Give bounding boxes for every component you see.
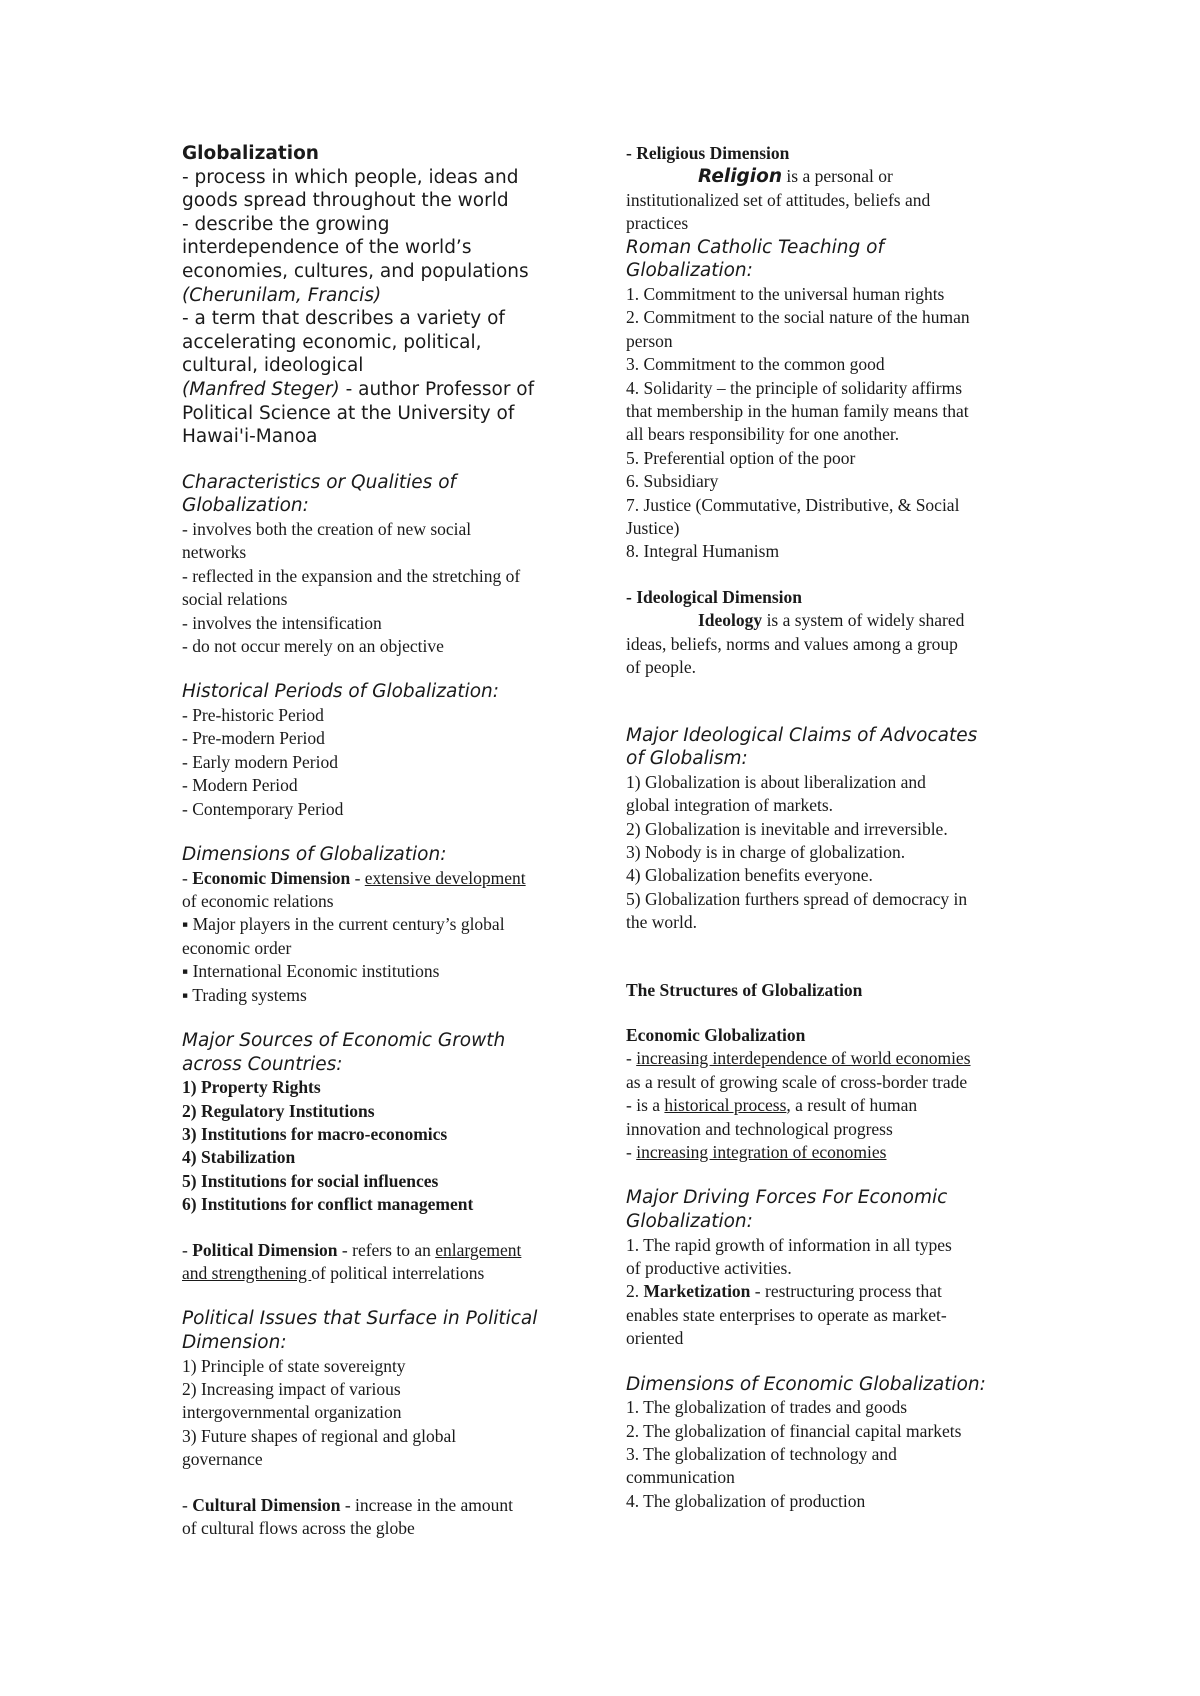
political-underline: and strengthening bbox=[182, 1263, 312, 1284]
ideology-definition bbox=[626, 609, 1028, 632]
ideology-line: of people. bbox=[626, 657, 696, 678]
econ-glob-line bbox=[626, 1141, 1028, 1164]
economic-bullet: ▪ Trading systems bbox=[182, 984, 307, 1005]
political-tail: of political interrelations bbox=[311, 1263, 485, 1284]
catholic-heading: Globalization: bbox=[626, 260, 753, 282]
driving-line bbox=[626, 1280, 1028, 1303]
issues-heading: Dimension: bbox=[182, 1332, 287, 1354]
economic-bullet: ▪ International Economic institutions bbox=[182, 961, 440, 982]
economic-globalization-heading: Economic Globalization bbox=[626, 1024, 806, 1045]
economic-dimension-line bbox=[182, 867, 582, 890]
citation-line: Hawai'i-Manoa bbox=[182, 426, 318, 448]
prefix: - bbox=[626, 1141, 637, 1162]
historical-period: - Pre-historic Period bbox=[182, 704, 324, 725]
economic-dimension-rest: of economic relations bbox=[182, 890, 334, 911]
econ-glob-underline: increasing interdependence of world economies bbox=[636, 1048, 971, 1069]
religion-definition bbox=[626, 165, 1028, 189]
catholic-line: Justice) bbox=[626, 518, 680, 539]
issue-line: 1) Principle of state sovereignty bbox=[182, 1355, 406, 1376]
characteristic-line: - involves the intensification bbox=[182, 612, 382, 633]
characteristic-line: networks bbox=[182, 542, 247, 563]
issues-heading: Political Issues that Surface in Political bbox=[182, 1308, 538, 1330]
catholic-line: 2. Commitment to the social nature of the human bbox=[626, 307, 970, 328]
econ-glob-line: as a result of growing scale of cross-border trade bbox=[626, 1071, 968, 1092]
claim-line: the world. bbox=[626, 912, 697, 933]
definition-line: - describe the growing bbox=[182, 213, 390, 235]
historical-period: - Pre-modern Period bbox=[182, 728, 325, 749]
religion-term: Religion bbox=[698, 166, 783, 188]
econ-dimension-item: communication bbox=[626, 1467, 735, 1488]
separator: - bbox=[350, 867, 365, 888]
cultural-dimension-label: Cultural Dimension bbox=[192, 1494, 341, 1515]
ideology-term: Ideology bbox=[698, 610, 763, 631]
citation-steger bbox=[182, 378, 582, 402]
catholic-line: 6. Subsidiary bbox=[626, 471, 719, 492]
definition-line: cultural, ideological bbox=[182, 355, 364, 377]
driving-line: of productive activities. bbox=[626, 1257, 792, 1278]
economic-bullet: ▪ Major players in the current century’s global bbox=[182, 914, 505, 935]
claim-line: 4) Globalization benefits everyone. bbox=[626, 865, 873, 886]
driving-forces-heading: Major Driving Forces For Economic bbox=[626, 1187, 948, 1209]
econ-glob-line: innovation and technological progress bbox=[626, 1118, 893, 1139]
citation-cherunilam: (Cherunilam, Francis) bbox=[182, 284, 382, 306]
political-dimension-label: Political Dimension bbox=[192, 1239, 338, 1260]
definition-line: economies, cultures, and populations bbox=[182, 260, 529, 282]
econ-dimension-item: 1. The globalization of trades and goods bbox=[626, 1397, 908, 1418]
catholic-line: 5. Preferential option of the poor bbox=[626, 447, 856, 468]
econ-glob-underline: increasing integration of economies bbox=[636, 1141, 887, 1162]
econ-glob-line bbox=[626, 1047, 1028, 1070]
claim-line: 3) Nobody is in charge of globalization. bbox=[626, 841, 906, 862]
economic-dimension-underline: extensive development bbox=[364, 867, 526, 888]
definition-line: goods spread throughout the world bbox=[182, 190, 509, 212]
definition-line: - process in which people, ideas and bbox=[182, 166, 519, 188]
source-item: 1) Property Rights bbox=[182, 1077, 321, 1098]
claims-heading: of Globalism: bbox=[626, 748, 748, 770]
religion-def-rest: is a personal or bbox=[782, 166, 893, 187]
source-item: 6) Institutions for conflict management bbox=[182, 1194, 474, 1215]
cultural-dimension-line2: of cultural flows across the globe bbox=[182, 1518, 415, 1539]
source-item: 4) Stabilization bbox=[182, 1147, 296, 1168]
characteristic-line: - involves both the creation of new social bbox=[182, 518, 472, 539]
historical-period: - Early modern Period bbox=[182, 751, 338, 772]
econ-dimension-item: 4. The globalization of production bbox=[626, 1490, 866, 1511]
claim-line: 1) Globalization is about liberalization and bbox=[626, 771, 926, 792]
sources-heading: across Countries: bbox=[182, 1053, 343, 1075]
religion-line: institutionalized set of attitudes, beliefs and bbox=[626, 190, 931, 210]
historical-heading: Historical Periods of Globalization: bbox=[182, 681, 499, 703]
historical-period: - Contemporary Period bbox=[182, 798, 344, 819]
catholic-line: 3. Commitment to the common good bbox=[626, 354, 885, 375]
left-column bbox=[182, 142, 582, 1540]
econ-glob-line bbox=[626, 1094, 1028, 1117]
historical-period: - Modern Period bbox=[182, 775, 298, 796]
citation-steger-rest: - author Professor of bbox=[339, 378, 535, 400]
claims-heading: Major Ideological Claims of Advocates bbox=[626, 724, 978, 746]
citation-line: Political Science at the University of bbox=[182, 402, 515, 424]
econ-dimensions-heading: Dimensions of Economic Globalization: bbox=[626, 1373, 986, 1395]
definition-line: - a term that describes a variety of bbox=[182, 308, 505, 330]
ideology-line: ideas, beliefs, norms and values among a group bbox=[626, 633, 958, 654]
driving-line: 1. The rapid growth of information in all types bbox=[626, 1234, 952, 1255]
issue-line: governance bbox=[182, 1449, 263, 1470]
issue-line: intergovernmental organization bbox=[182, 1402, 402, 1423]
econ-glob-underline: historical process bbox=[664, 1095, 787, 1116]
political-dimension-text: - refers to an bbox=[337, 1239, 436, 1260]
prefix: - is a bbox=[626, 1095, 665, 1116]
cultural-dimension-text: - increase in the amount bbox=[340, 1494, 513, 1515]
source-item: 2) Regulatory Institutions bbox=[182, 1100, 375, 1121]
driving-line: enables state enterprises to operate as market- bbox=[626, 1304, 947, 1325]
econ-dimension-item: 2. The globalization of financial capital markets bbox=[626, 1420, 962, 1441]
citation-steger-name: (Manfred Steger) bbox=[182, 378, 340, 400]
catholic-line: person bbox=[626, 330, 673, 351]
econ-glob-rest: , a result of human bbox=[786, 1095, 918, 1116]
marketization-term: Marketization bbox=[643, 1281, 751, 1302]
economic-bullet: economic order bbox=[182, 937, 292, 958]
driving-line: oriented bbox=[626, 1328, 684, 1349]
political-dimension-line bbox=[182, 1239, 582, 1262]
ideological-heading: - Ideological Dimension bbox=[626, 586, 802, 607]
characteristics-heading: Globalization: bbox=[182, 495, 309, 517]
prefix: - bbox=[182, 1494, 193, 1515]
prefix: 2. bbox=[626, 1281, 644, 1302]
prefix: - bbox=[182, 867, 193, 888]
dimensions-heading: Dimensions of Globalization: bbox=[182, 843, 447, 865]
source-item: 3) Institutions for macro-economics bbox=[182, 1124, 448, 1144]
driving-forces-heading: Globalization: bbox=[626, 1210, 753, 1232]
structures-heading: The Structures of Globalization bbox=[626, 979, 863, 1000]
economic-dimension-label: Economic Dimension bbox=[192, 867, 351, 888]
political-dimension-line2 bbox=[182, 1262, 582, 1285]
characteristic-line: social relations bbox=[182, 589, 288, 610]
catholic-line: 7. Justice (Commutative, Distributive, & Social bbox=[626, 494, 960, 515]
issue-line: 2) Increasing impact of various bbox=[182, 1379, 401, 1400]
characteristic-line: - reflected in the expansion and the stretching of bbox=[182, 565, 521, 586]
catholic-line: 1. Commitment to the universal human rights bbox=[626, 284, 945, 304]
cultural-dimension-line bbox=[182, 1494, 582, 1517]
claim-line: global integration of markets. bbox=[626, 795, 834, 816]
characteristic-line: - do not occur merely on an objective bbox=[182, 635, 444, 656]
catholic-line: 8. Integral Humanism bbox=[626, 541, 780, 562]
catholic-heading: Roman Catholic Teaching of bbox=[626, 236, 884, 258]
source-item: 5) Institutions for social influences bbox=[182, 1170, 439, 1191]
econ-dimension-item: 3. The globalization of technology and bbox=[626, 1444, 897, 1464]
religion-line: practices bbox=[626, 213, 689, 234]
prefix: - bbox=[182, 1239, 193, 1260]
definition-line: accelerating economic, political, bbox=[182, 331, 482, 353]
political-underline: enlargement bbox=[435, 1239, 522, 1260]
sources-heading: Major Sources of Economic Growth bbox=[182, 1030, 506, 1051]
religious-heading: - Religious Dimension bbox=[626, 143, 790, 163]
claim-line: 2) Globalization is inevitable and irreversible. bbox=[626, 818, 948, 839]
catholic-line: that membership in the human family means that bbox=[626, 401, 969, 422]
claim-line: 5) Globalization furthers spread of democracy in bbox=[626, 888, 968, 909]
catholic-line: 4. Solidarity – the principle of solidarity affirms bbox=[626, 377, 963, 398]
globalization-title: Globalization bbox=[182, 143, 319, 164]
ideology-def-rest: is a system of widely shared bbox=[762, 610, 965, 631]
definition-line: interdependence of the world’s bbox=[182, 237, 472, 259]
issue-line: 3) Future shapes of regional and global bbox=[182, 1425, 457, 1446]
characteristics-heading: Characteristics or Qualities of bbox=[182, 471, 457, 493]
marketization-rest: - restructuring process that bbox=[750, 1281, 942, 1302]
catholic-line: all bears responsibility for one another. bbox=[626, 424, 900, 445]
prefix: - bbox=[626, 1048, 637, 1069]
right-column bbox=[626, 142, 1028, 1513]
